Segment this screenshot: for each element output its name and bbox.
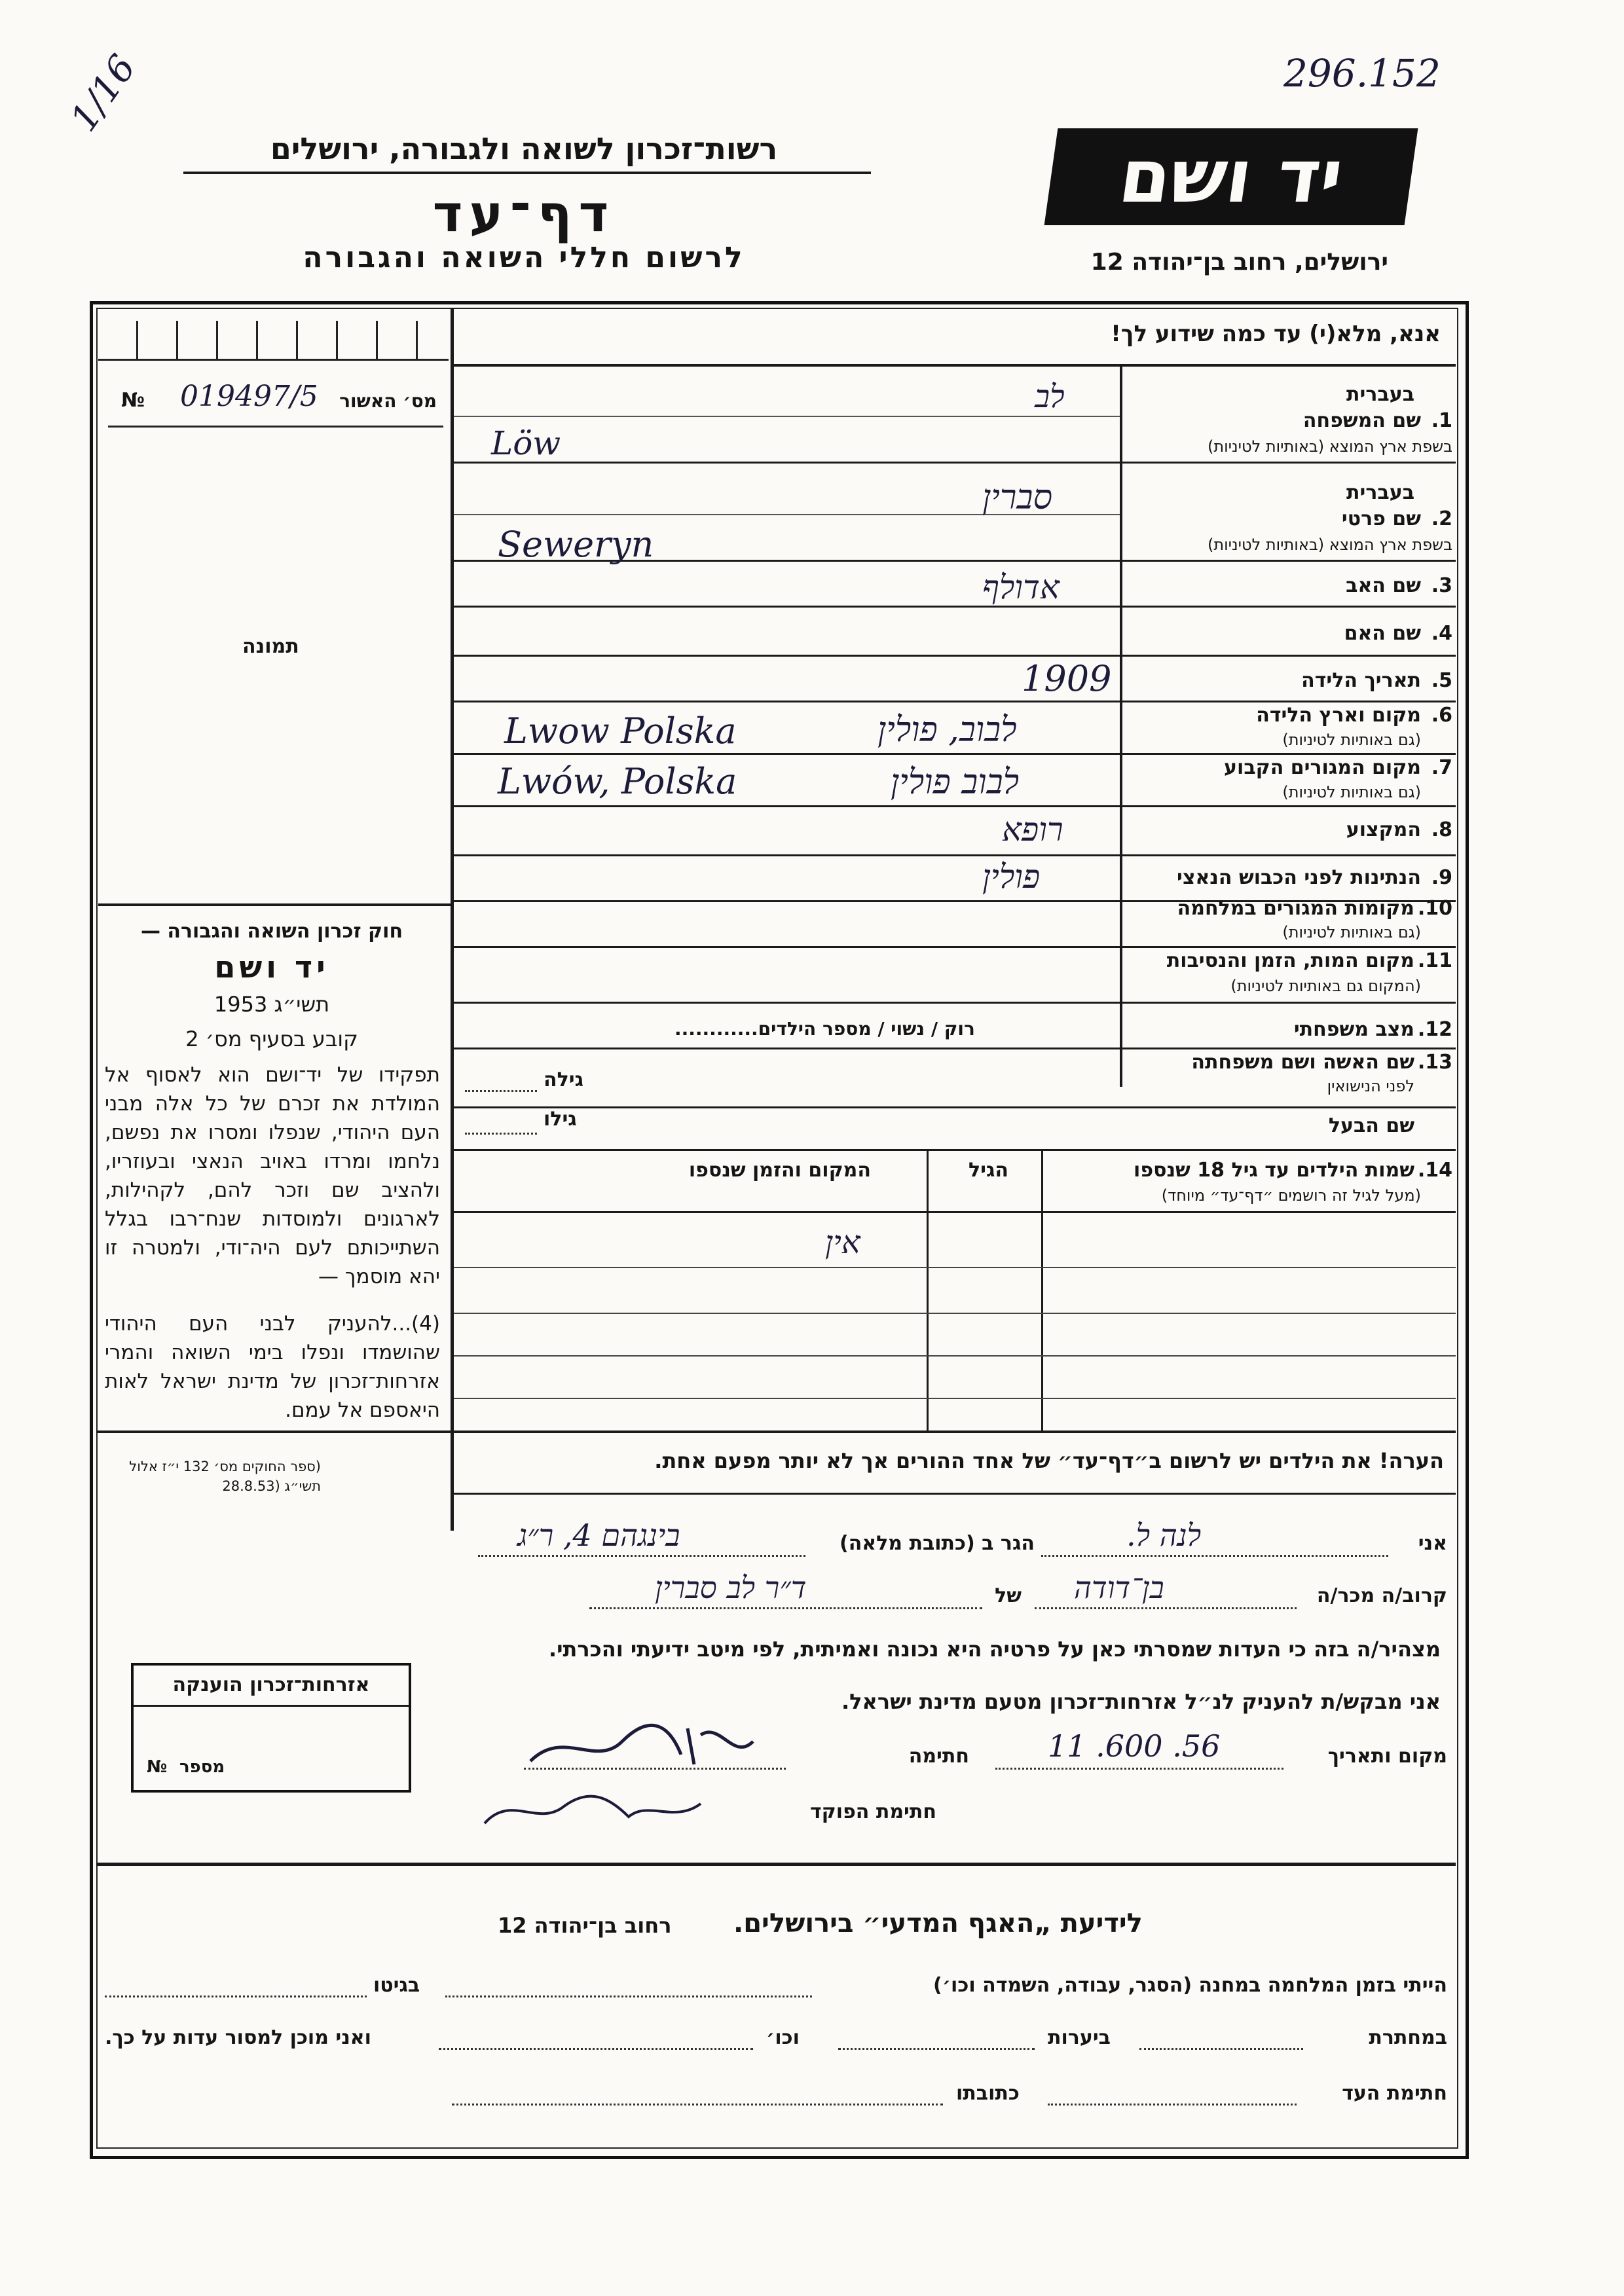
instruction-underline	[454, 364, 1456, 367]
witness-signature-label: חתימת העד	[1342, 2082, 1447, 2105]
field-9-number: 9.	[1431, 866, 1452, 889]
children-row-3	[454, 1355, 1456, 1357]
field-4-label: שם האם	[1344, 622, 1421, 645]
serial-box	[108, 380, 443, 428]
law-reference: (ספר החוקים מס׳ 132 י״ז אלול תשי״ג (28.8.53	[129, 1459, 321, 1494]
info-address: רחוב בן־יהודה 12	[498, 1913, 672, 1938]
field-10-number: 10.	[1417, 897, 1452, 920]
relation-line	[1035, 1607, 1297, 1609]
field-1-number: 1.	[1431, 409, 1452, 432]
field-2-tag: בעברית	[1346, 481, 1414, 504]
law-text: תפקידו של יד־ושם הוא לאסוף אל המולדת את זכרם של כל אלה מבני העם היהודי, שנפלו ומסרו את נפשם, נלחמו ומרדו באויב הנאצי ובעוזריו, ולהציב שם וזכר להם, לקהילות, לארגונים ולמוסדות שנח־רבו בגלל השתייכותם לעם היה־ודי, ולמטרה זו יהא מוסמך —	[105, 1063, 440, 1288]
info-title: לידיעת „האגף המדעי״ בירושלים.	[733, 1908, 1143, 1939]
etc-label: וכו׳	[766, 2026, 800, 2049]
citizenship-request: אני מבקש/ת להעניק לנ״ל אזרחות־זכרון מטעם מדינת ישראל.	[841, 1689, 1441, 1714]
field-1-value-latin: Löw	[491, 424, 561, 462]
citizenship-number-label: מספר	[179, 1757, 225, 1777]
field-13-label: שם האשה ושם משפחתה	[1191, 1051, 1414, 1074]
archive-number: 296.152	[1283, 51, 1441, 96]
declarant-name: לנה ל.	[1126, 1518, 1202, 1553]
field-11-label: מקום המות, הזמן והנסיבות	[1166, 949, 1414, 972]
field-6-hint: (גם באותיות לטיניות)	[1282, 731, 1421, 749]
corner-mark: 1/16	[62, 47, 145, 139]
clerk-signature-label: חתימת הפוקד	[810, 1800, 936, 1823]
field-6-value-hebrew: לבוב, פולין	[877, 710, 1017, 750]
hebrew-latin-sep-1	[454, 416, 1120, 417]
field-10-hint: (גם באותיות לטיניות)	[1282, 923, 1421, 941]
citizenship-box	[131, 1663, 411, 1793]
field-11-number: 11.	[1417, 949, 1452, 972]
field-3-label: שם האב	[1346, 574, 1421, 597]
field-2-value-hebrew: סברין	[982, 478, 1053, 517]
signature-label: חתימה	[908, 1745, 969, 1768]
field-2-value-latin: Seweryn	[498, 524, 654, 565]
field-13-hint: לפני הנישואין	[1327, 1077, 1414, 1095]
note-bottom-rule	[454, 1493, 1456, 1495]
field-7-label: מקום המגורים הקבוע	[1224, 756, 1421, 779]
etc-line	[439, 2048, 753, 2050]
husband-age-line	[465, 1133, 537, 1135]
field-5-label: תאריך הלידה	[1301, 669, 1421, 692]
ruler	[98, 321, 449, 361]
field-7-value-hebrew: לבוב פולין	[891, 763, 1020, 802]
marital-status-options: רוק / נשוי / מספר הילדים............	[674, 1018, 975, 1040]
underground-label: במחתרת	[1369, 2026, 1447, 2049]
ghetto-label: בגיטו	[373, 1974, 420, 1997]
witness-signature-line	[1048, 2104, 1297, 2105]
children-row-1	[454, 1267, 1456, 1268]
field-6-value-latin: Lwow Polska	[504, 710, 737, 752]
residence-value: בינגהם 4, ר״ג	[517, 1518, 680, 1553]
row-sep-4	[454, 655, 1456, 657]
citizenship-title: אזרחות־זכרון הוענקה	[172, 1673, 370, 1696]
serial-number: 019497/5	[180, 380, 318, 413]
yad-vashem-logo: יד ושם	[1044, 128, 1418, 225]
field-1-hint: בשפת ארץ המוצא (באותיות לטיניות)	[1208, 437, 1452, 456]
declarant-line	[1041, 1555, 1388, 1557]
place-date-line	[995, 1768, 1283, 1770]
field-8-label: המקצוע	[1346, 818, 1421, 841]
field-2-label: שם פרטי	[1341, 507, 1421, 530]
wife-age-line	[465, 1090, 537, 1092]
row-sep-13	[454, 1106, 1456, 1108]
declaration-statement: מצהיר/ה בזה כי העדות שמסרתי כאן על פרטיה היא נכונה ואמיתית, לפי מיטב ידיעתי והכרתי.	[548, 1637, 1441, 1662]
field-2-number: 2.	[1431, 507, 1452, 530]
row-sep-12	[454, 1048, 1456, 1049]
children-row-2	[454, 1313, 1456, 1314]
institute-address: ירושלים, רחוב בן־יהודה 12	[1090, 249, 1388, 276]
clerk-signature	[478, 1787, 714, 1833]
photo-label: תמונה	[242, 635, 299, 658]
field-6-label: מקום וארץ הלידה	[1256, 704, 1421, 727]
form-subtitle: לרשום חללי השואה והגבורה	[303, 241, 745, 274]
field-11-hint: (המקום גם באותיות לטיניות)	[1230, 977, 1421, 995]
forests-line	[838, 2048, 1035, 2050]
field-9-value: פולין	[982, 858, 1041, 896]
children-header-rule	[454, 1211, 1456, 1213]
children-subtitle: (מעל לגיל זה רושמים ״דף־עד״ מיוחד)	[1161, 1186, 1421, 1205]
field-12-number: 12.	[1417, 1018, 1452, 1041]
relation-of-line	[589, 1607, 982, 1609]
citizenship-no-mark: №	[147, 1757, 168, 1777]
children-number: 14.	[1417, 1159, 1452, 1182]
field-7-value-latin: Lwów, Polska	[498, 761, 737, 802]
row-sep-6	[454, 753, 1456, 755]
field-6-number: 6.	[1431, 704, 1452, 727]
left-column-divider	[451, 308, 454, 1531]
field-1-tag: בעברית	[1346, 383, 1414, 406]
row-sep-7	[454, 805, 1456, 807]
fill-instruction: אנא, מלא(י) עד כמה שידוע לך!	[1111, 321, 1441, 347]
field-5-value: 1909	[1022, 658, 1112, 699]
field-8-number: 8.	[1431, 818, 1452, 841]
husband-age-label: גילו	[544, 1108, 577, 1131]
law-name: יד ושם	[214, 949, 329, 985]
forests-label: ביערות	[1048, 2026, 1111, 2049]
field-1-value-hebrew: לב	[1035, 378, 1065, 415]
ghetto-line	[105, 1995, 367, 1997]
testimony-readiness: ואני מוכן למסור עדות על כך.	[105, 2026, 371, 2049]
field-3-value: אדולף	[982, 568, 1060, 606]
children-col-divider-1	[927, 1149, 929, 1430]
row-sep-10	[454, 946, 1456, 948]
children-col-divider-2	[1041, 1149, 1043, 1430]
children-title: שמות הילדים עד גיל 18 שנספו	[1134, 1159, 1414, 1182]
camp-label: הייתי בזמן המלחמה במחנה (הסגר, עבודה, השמדה וכו׳)	[933, 1974, 1447, 1997]
underground-line	[1139, 2048, 1303, 2050]
field-5-number: 5.	[1431, 669, 1452, 692]
field-8-value: רופא	[1002, 811, 1063, 848]
law-top-rule	[98, 903, 452, 906]
field-12-label: מצב משפחתי	[1293, 1018, 1414, 1041]
camp-line	[445, 1995, 812, 1997]
field-13-number: 13.	[1417, 1051, 1452, 1074]
info-divider	[96, 1863, 1456, 1866]
authority-underline	[183, 172, 871, 174]
field-1-label: שם המשפחה	[1302, 409, 1421, 432]
label-column-divider	[1120, 367, 1122, 1087]
children-age-header: הגיל	[969, 1159, 1008, 1182]
field-4-number: 4.	[1431, 622, 1452, 645]
children-bottom-rule	[96, 1430, 1456, 1433]
field-2-hint: בשפת ארץ המוצא (באותיות לטיניות)	[1208, 536, 1452, 554]
row-sep-3	[454, 606, 1456, 608]
citizenship-title-rule	[134, 1705, 409, 1707]
husband-label: שם הבעל	[1328, 1114, 1414, 1137]
relation-value: בן־דודה	[1074, 1570, 1164, 1605]
wife-age-label: גילה	[544, 1068, 583, 1091]
place-date-label: מקום ותאריך	[1327, 1745, 1447, 1768]
authority-name: רשות־זכרון לשואה ולגבורה, ירושלים	[270, 131, 778, 166]
relation-of-value: ד״ר לב סברין	[655, 1570, 807, 1605]
row-sep-14	[454, 1149, 1456, 1151]
law-clause: קובע בסעיף מס׳ 2	[185, 1027, 358, 1051]
children-place-header: המקום והזמן שנספו	[688, 1159, 871, 1182]
relation-label: קרוב/ה מכר/ה	[1316, 1584, 1447, 1607]
law-title: חוק זכרון השואה והגבורה —	[140, 920, 403, 943]
law-text-continued: (4)...להעניק לבני העם היהודי שהושמדו ונפלו בימי השואה והמרי אזרחות־זכרון של מדינת ישראל לאות היאספם אל עמם.	[105, 1312, 440, 1422]
row-sep-8	[454, 854, 1456, 856]
children-row-4	[454, 1398, 1456, 1399]
witness-address-label: כתובתו	[956, 2082, 1020, 2105]
row-sep-11	[454, 1002, 1456, 1004]
serial-no-mark: №	[121, 389, 145, 412]
witness-address-line	[452, 2104, 943, 2105]
field-7-hint: (גם באותיות לטיניות)	[1282, 783, 1421, 801]
declarant-signature	[524, 1715, 786, 1774]
declarant-label: אני	[1418, 1532, 1447, 1555]
field-3-number: 3.	[1431, 574, 1452, 597]
form-title: דף־עד	[432, 185, 616, 244]
law-year: תשי״ג 1953	[213, 992, 330, 1017]
residence-line	[478, 1555, 805, 1557]
field-9-label: הנתינות לפני הכבוש הנאצי	[1177, 866, 1421, 889]
relation-of-label: של	[995, 1584, 1022, 1607]
place-date-value: 11 .600 .56	[1048, 1728, 1221, 1764]
row-sep-5	[454, 701, 1456, 702]
row-sep-1	[454, 462, 1456, 464]
field-10-label: מקומות המגורים במלחמה	[1177, 897, 1414, 920]
field-7-number: 7.	[1431, 756, 1452, 779]
residence-label: הגר ב (כתובת מלאה)	[839, 1532, 1035, 1555]
serial-label: מס׳ האשור	[339, 390, 437, 412]
note-text: הערה! את הילדים יש לרשום ב״דף־עד״ של אחד ההורים אך לא יותר מפעם אחת.	[654, 1448, 1444, 1473]
children-none-mark: אין	[825, 1224, 860, 1261]
